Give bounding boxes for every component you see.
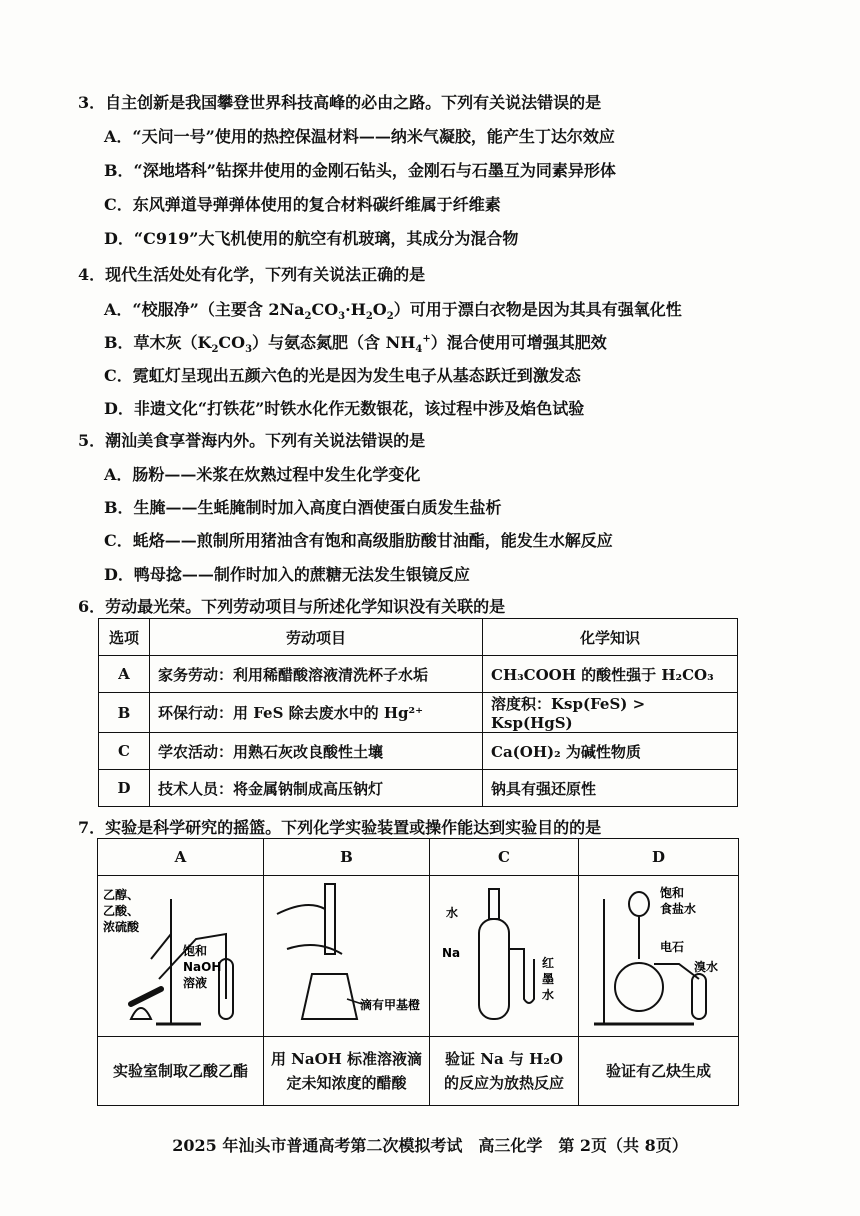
q7-caption-d: 验证有乙炔生成 bbox=[579, 1037, 739, 1106]
b-indicator-label: 滴有甲基橙 bbox=[359, 998, 420, 1012]
q7-apparatus-a bbox=[98, 876, 264, 1037]
q4-option-a: A．“校服净”（主要含 $2Na_2CO_3\cdot H_2O_2$）可用于漂白衣物是因为其具有强氧化性 bbox=[104, 300, 682, 323]
q6-row-b-option: B bbox=[99, 693, 150, 733]
table-row bbox=[99, 656, 738, 693]
q4-option-d: D．非遗文化“打铁花”时铁水化作无数银花，该过程中涉及焰色试验 bbox=[104, 399, 585, 418]
d-bromine-label: 溴水 bbox=[693, 960, 718, 974]
q6-row-b-knowledge: 溶度积：Ksp(FeS) > Ksp(HgS) bbox=[483, 693, 738, 733]
q5-stem: 5．潮汕美食享誉海内外。下列有关说法错误的是 bbox=[78, 431, 426, 450]
q5-option-c: C．蚝烙——煎制所用猪油含有饱和高级脂肪酸甘油酯，能发生水解反应 bbox=[104, 531, 613, 550]
q3-option-b: B．“深地塔科”钻探井使用的金刚石钻头，金刚石与石墨互为同素异形体 bbox=[104, 161, 616, 180]
q3-option-d: D．“C919”大飞机使用的航空有机玻璃，其成分为混合物 bbox=[104, 229, 519, 248]
q7-caption-c: 验证 Na 与 H₂O 的反应为放热反应 bbox=[430, 1037, 579, 1106]
c-water-label: 水 bbox=[446, 906, 459, 920]
q6-row-c-knowledge: Ca(OH)₂ 为碱性物质 bbox=[483, 733, 738, 770]
c-na-label: Na bbox=[442, 946, 461, 960]
q7-apparatus-d bbox=[579, 876, 739, 1037]
a-reagent-2: 乙酸、 bbox=[102, 904, 139, 918]
q7-caption-a: 实验室制取乙酸乙酯 bbox=[98, 1037, 264, 1106]
q6-header-item: 劳动项目 bbox=[150, 619, 483, 656]
q4-option-c: C．霓虹灯呈现出五颜六色的光是因为发生电子从基态跃迁到激发态 bbox=[104, 366, 581, 385]
q6-row-c-item: 学农活动：用熟石灰改良酸性土壤 bbox=[150, 733, 483, 770]
c-ink-2: 墨 bbox=[542, 972, 555, 986]
q6-row-d-option: D bbox=[99, 770, 150, 807]
q7-apparatus-c bbox=[430, 876, 579, 1037]
q6-row-d-item: 技术人员：将金属钠制成高压钠灯 bbox=[150, 770, 483, 807]
ester-apparatus-diagram bbox=[101, 879, 261, 1029]
q6-row-a-item: 家务劳动：利用稀醋酸溶液清洗杯子水垢 bbox=[150, 656, 483, 693]
q7-stem: 7．实验是科学研究的摇篮。下列化学实验装置或操作能达到实验目的的是 bbox=[78, 818, 602, 837]
q7-caption-b: 用 NaOH 标准溶液滴定未知浓度的醋酸 bbox=[264, 1037, 430, 1106]
q7-apparatus-b bbox=[264, 876, 430, 1037]
q6-row-a-knowledge: CH₃COOH 的酸性强于 H₂CO₃ bbox=[483, 656, 738, 693]
q5-option-a: A．肠粉——米浆在炊熟过程中发生化学变化 bbox=[104, 465, 421, 484]
q6-header-option: 选项 bbox=[99, 619, 150, 656]
d-carbide-label: 电石 bbox=[659, 940, 684, 954]
sodium-water-diagram bbox=[434, 879, 574, 1029]
q7-header-c: C bbox=[430, 839, 579, 876]
q3-option-a: A．“天问一号”使用的热控保温材料——纳米气凝胶，能产生丁达尔效应 bbox=[104, 127, 615, 146]
a-trap-3: 溶液 bbox=[182, 976, 207, 990]
q4-option-b: B．草木灰$(K_2CO_3)$与氨态氮肥（含 $NH_4^+$）混合使用可增强其肥效 bbox=[104, 333, 607, 356]
q7-header-a: A bbox=[98, 839, 264, 876]
acetylene-diagram bbox=[584, 879, 734, 1029]
c-ink-3: 水 bbox=[542, 988, 555, 1002]
q3-option-c: C．东风弹道导弹弹体使用的复合材料碳纤维属于纤维素 bbox=[104, 195, 501, 214]
q6-table bbox=[98, 618, 738, 807]
q6-row-b-item: 环保行动：用 FeS 除去废水中的 Hg²⁺ bbox=[150, 693, 483, 733]
q6-row-a-option: A bbox=[99, 656, 150, 693]
c-ink-1: 红 bbox=[542, 956, 555, 970]
q6-row-c-option: C bbox=[99, 733, 150, 770]
d-brine-1: 饱和 bbox=[659, 886, 684, 900]
q7-header-b: B bbox=[264, 839, 430, 876]
a-trap-2: NaOH bbox=[182, 960, 221, 974]
q6-header-knowledge: 化学知识 bbox=[483, 619, 738, 656]
q3-stem: 3．自主创新是我国攀登世界科技高峰的必由之路。下列有关说法错误的是 bbox=[78, 93, 602, 112]
a-reagent-1: 乙醇、 bbox=[102, 888, 139, 902]
d-brine-2: 食盐水 bbox=[659, 902, 696, 916]
table-row bbox=[99, 770, 738, 807]
titration-diagram bbox=[267, 879, 427, 1029]
q6-stem: 6．劳动最光荣。下列劳动项目与所述化学知识没有关联的是 bbox=[78, 597, 506, 616]
q7-header-d: D bbox=[579, 839, 739, 876]
table-row bbox=[99, 693, 738, 733]
q4-stem: 4．现代生活处处有化学，下列有关说法正确的是 bbox=[78, 265, 426, 284]
page-footer: 2025 年汕头市普通高考第二次模拟考试 高三化学 第 2页（共 8页） bbox=[172, 1136, 688, 1155]
table-row bbox=[99, 733, 738, 770]
q5-option-d: D．鸭母捻——制作时加入的蔗糖无法发生银镜反应 bbox=[104, 565, 470, 584]
a-trap-1: 饱和 bbox=[182, 944, 207, 958]
q6-row-d-knowledge: 钠具有强还原性 bbox=[483, 770, 738, 807]
a-reagent-3: 浓硫酸 bbox=[102, 920, 139, 934]
q7-table bbox=[97, 838, 739, 1106]
q5-option-b: B．生腌——生蚝腌制时加入高度白酒使蛋白质发生盐析 bbox=[104, 498, 502, 517]
